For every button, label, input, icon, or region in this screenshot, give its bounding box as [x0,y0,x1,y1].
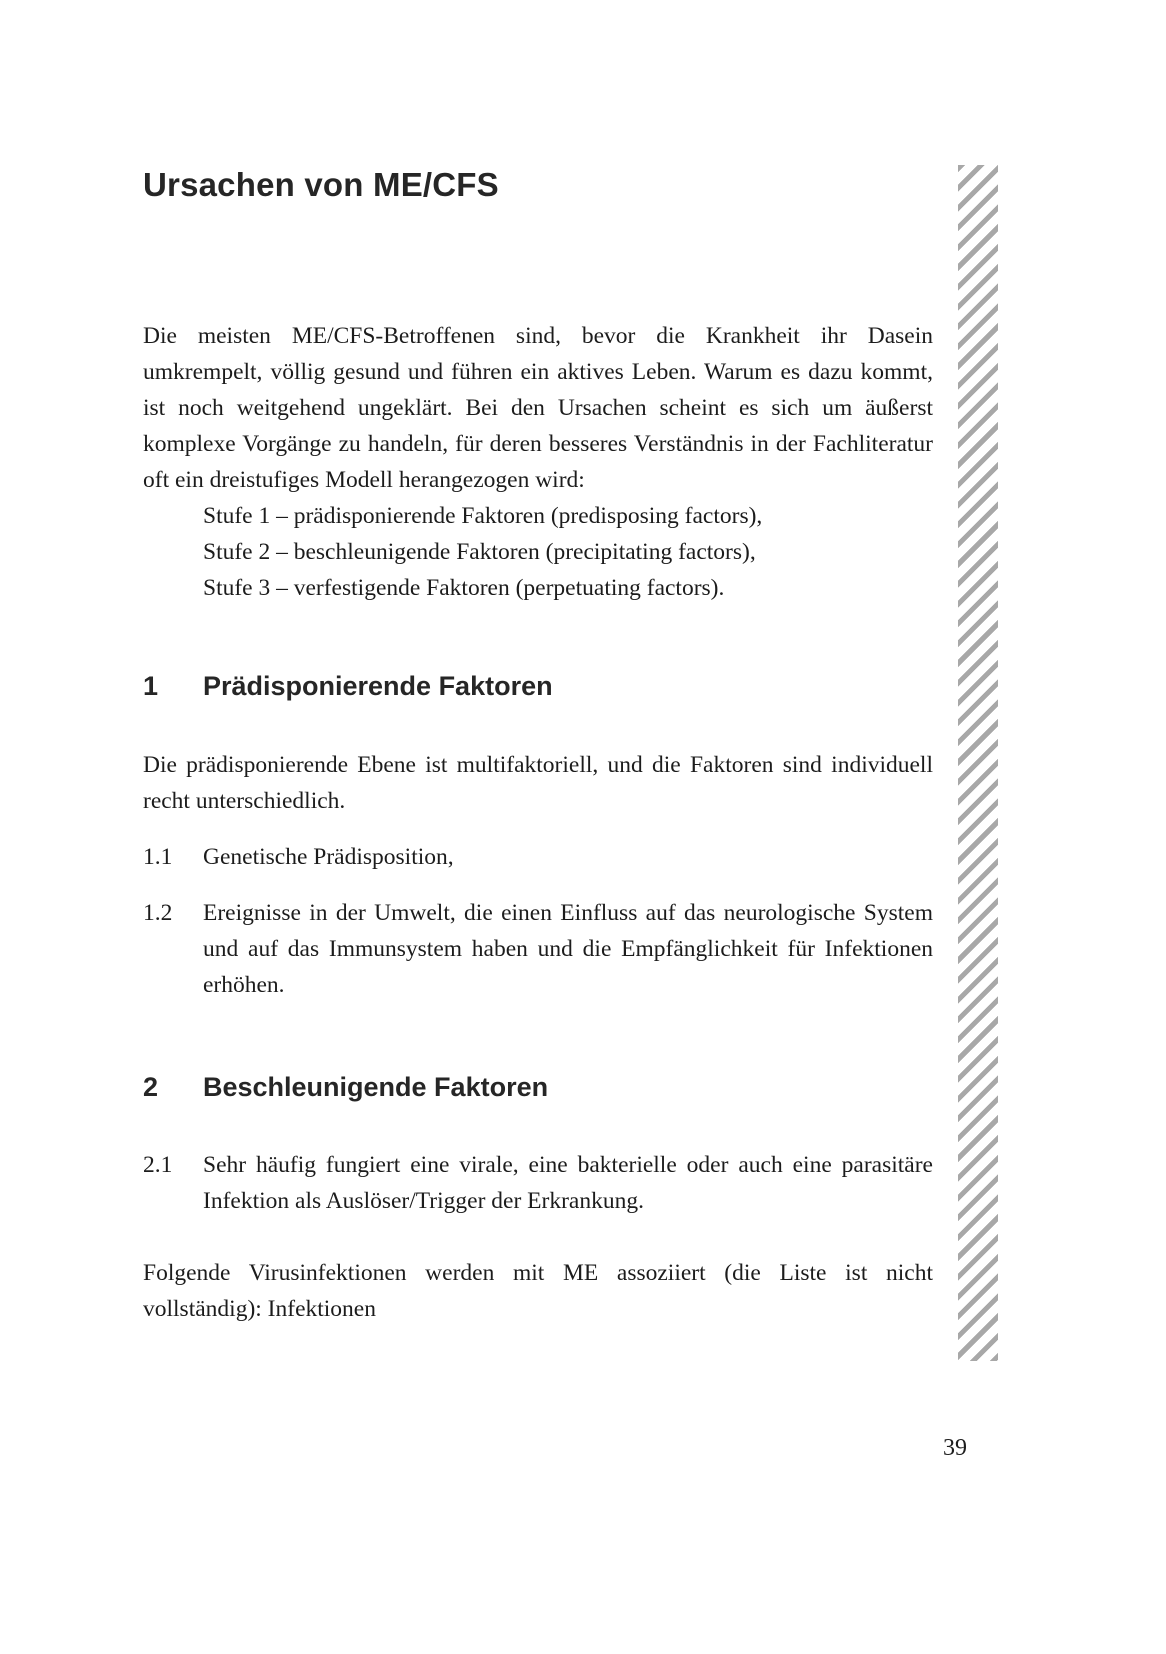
list-item-1-1-text: Genetische Prädisposition, [203,843,454,870]
section-1-heading [143,670,933,702]
section-1-title: Prädisponierende Faktoren [203,670,553,701]
section-1-intro-paragraph: Die prädisponierende Ebene ist multifaktoriell, und die Faktoren sind individuell recht unterschiedlich. [143,751,933,814]
section-2-number: 2 [143,1071,159,1102]
section-2-outro-paragraph: Folgende Virusinfektionen werden mit ME assoziiert (die Liste ist nicht vollständig): Infektionen [143,1259,933,1322]
list-item-1-1 [143,839,933,875]
stufe-3-line: Stufe 3 – verfestigende Faktoren (perpetuating factors). [203,574,725,601]
list-item-1-1-number: 1.1 [143,843,173,870]
section-2-heading [143,1071,933,1103]
list-item-2-1-number: 2.1 [143,1151,173,1178]
page-title: Ursachen von ME/CFS [143,166,499,203]
stufe-1-line: Stufe 1 – prädisponierende Faktoren (predisposing factors), [203,502,763,529]
page-content [143,0,933,1327]
stufen-list [143,498,933,606]
list-item-1-2-number: 1.2 [143,899,173,926]
stufe-2-line: Stufe 2 – beschleunigende Faktoren (precipitating factors), [203,538,756,565]
section-2-title: Beschleunigende Faktoren [203,1071,549,1102]
decorative-hatch-stripe [958,165,998,1361]
list-item-1-2-text: Ereignisse in der Umwelt, die einen Einfluss auf das neurologische System und auf das Immunsystem haben und die Empfänglichkeit für Infektionen erhöhen. [203,899,933,998]
section-1-number: 1 [143,670,159,701]
list-item-1-2 [143,895,933,1003]
page-number: 39 [943,1435,967,1461]
intro-paragraph: Die meisten ME/CFS-Betroffenen sind, bevor die Krankheit ihr Dasein umkrempelt, völlig gesund und führen ein aktives Leben. Warum es dazu kommt, ist noch weitgehend ungeklärt. Bei den Ursachen scheint es sich um äußerst komplexe Vorgänge zu handeln, für deren besseres Verständnis in der Fachliteratur oft ein dreistufiges Modell herangezogen wird: [143,322,933,493]
list-item-2-1 [143,1147,933,1219]
list-item-2-1-text: Sehr häufig fungiert eine virale, eine bakterielle oder auch eine parasitäre Infektion als Auslöser/Trigger der Erkrankung. [203,1151,933,1214]
